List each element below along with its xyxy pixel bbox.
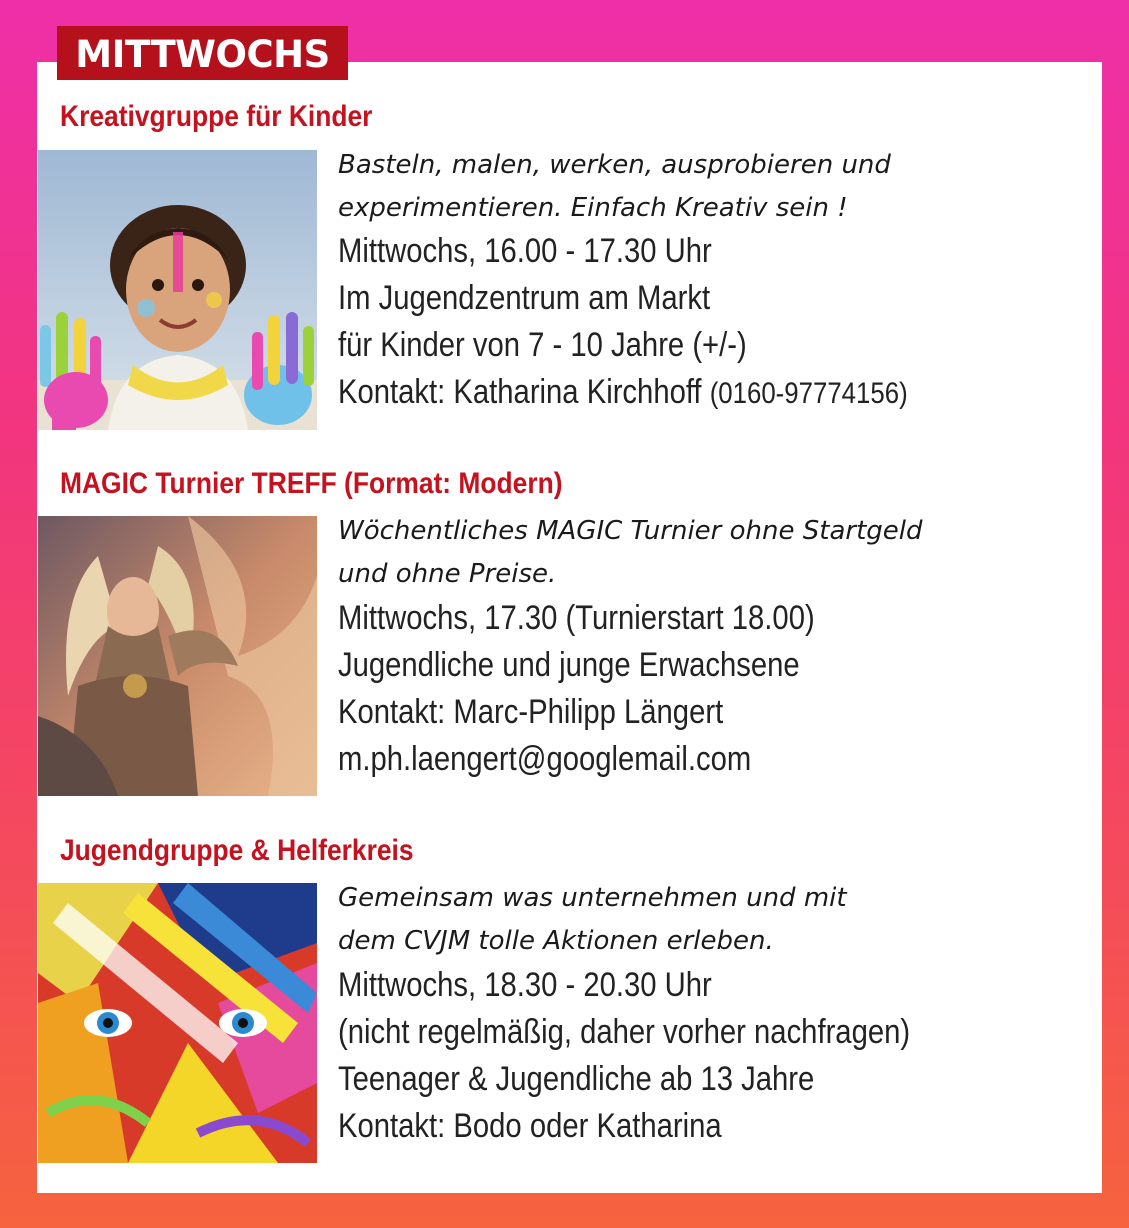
colorful-hand-face-image (38, 883, 317, 1163)
jugendgruppe-details (338, 962, 910, 1150)
day-banner: MITTWOCHS (57, 26, 348, 80)
audience-text: Jugendliche und junge Erwachsene (338, 646, 800, 684)
magic-details (338, 595, 815, 783)
section-title-magic: MAGIC Turnier TREFF (Format: Modern) (60, 467, 563, 500)
contact-phone: (0160-97774156) (709, 377, 908, 410)
child-photo-illustration (38, 150, 317, 430)
contact-name: Kontakt: Bodo oder Katharina (338, 1107, 722, 1145)
kreativgruppe-description (338, 144, 891, 230)
description-line: Wöchentliches MAGIC Turnier ohne Startgeld (338, 516, 923, 546)
description-line: Basteln, malen, werken, ausprobieren und (338, 150, 891, 180)
jugendgruppe-description (338, 877, 847, 963)
section-title-kreativgruppe: Kreativgruppe für Kinder (60, 100, 373, 133)
schedule-text: Mittwochs, 18.30 - 20.30 Uhr (338, 966, 712, 1004)
contact-name: Kontakt: Marc-Philipp Längert (338, 693, 724, 731)
kreativgruppe-details (338, 228, 908, 417)
contact-email: m.ph.laengert@googlemail.com (338, 740, 752, 778)
section-title-jugendgruppe: Jugendgruppe & Helferkreis (60, 834, 414, 867)
age-group-text: für Kinder von 7 - 10 Jahre (+/-) (338, 326, 747, 364)
location-text: Im Jugendzentrum am Markt (338, 279, 711, 317)
description-line: und ohne Preise. (338, 559, 557, 589)
audience-text: Teenager & Jugendliche ab 13 Jahre (338, 1060, 815, 1098)
fantasy-art-illustration (38, 516, 317, 796)
schedule-text: Mittwochs, 16.00 - 17.30 Uhr (338, 232, 712, 270)
note-text: (nicht regelmäßig, daher vorher nachfragen) (338, 1013, 911, 1051)
description-line: dem CVJM tolle Aktionen erleben. (338, 926, 774, 956)
description-line: Gemeinsam was unternehmen und mit (338, 883, 847, 913)
description-line: experimentieren. Einfach Kreativ sein ! (338, 193, 848, 223)
colorful-paint-illustration (38, 883, 317, 1163)
child-painted-hands-image (38, 150, 317, 430)
contact-name: Kontakt: Katharina Kirchhoff (338, 373, 710, 411)
fantasy-warrior-image (38, 516, 317, 796)
contact-line (338, 369, 908, 417)
magic-description (338, 510, 923, 596)
schedule-text: Mittwochs, 17.30 (Turnierstart 18.00) (338, 599, 815, 637)
